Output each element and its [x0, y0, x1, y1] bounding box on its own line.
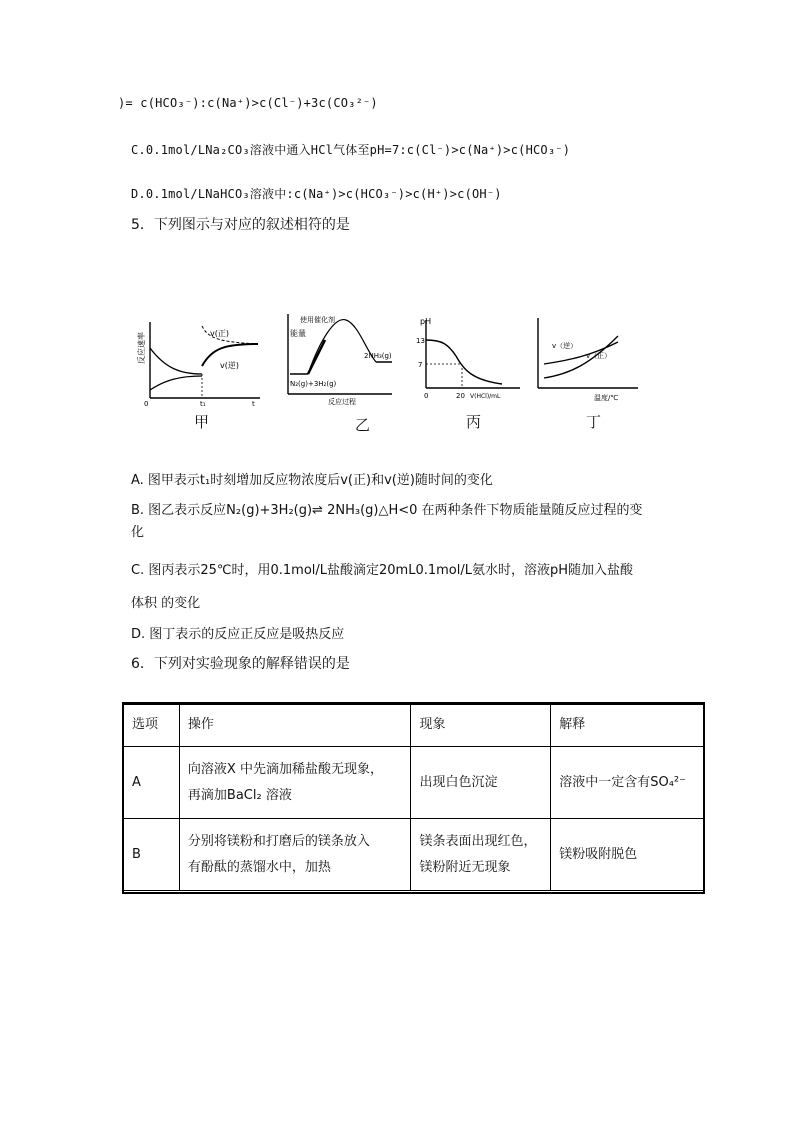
header-explanation: 解释: [551, 704, 705, 747]
yi-products: 2NH₃(g): [364, 352, 392, 360]
operation-line: 分别将镁粉和打磨后的镁条放入: [187, 833, 370, 849]
row-option: B: [124, 819, 180, 891]
yi-reactants: N₂(g)+3H₂(g): [290, 380, 337, 388]
jia-origin: 0: [144, 400, 149, 408]
ding-v-zheng: v（正）: [586, 352, 612, 360]
figure-jia: [137, 318, 265, 410]
option-c-line2: 体积 的变化: [131, 596, 201, 611]
figure-bing: [412, 314, 524, 406]
option-a: A. 图甲表示t₁时刻增加反应物浓度后v(正)和v(逆)随时间的变化: [131, 473, 493, 488]
bing-y7: 7: [418, 361, 423, 369]
figure-yi: [280, 310, 398, 406]
caption-jia: 甲: [194, 413, 210, 431]
yi-note: 使用催化剂: [300, 316, 335, 324]
option-b-line1: B. 图乙表示反应N₂(g)+3H₂(g)⇌ 2NH₃(g)△H<0 在两种条件下物质能量随反应过程的变: [131, 503, 643, 518]
row-phenomenon: [411, 819, 551, 891]
bing-xlabel: V(HCl)/mL: [470, 393, 501, 400]
option-d-prev: D.0.1mol/LNaHCO₃溶液中:c(Na⁺)>c(HCO₃⁻)>c(H⁺)>c(OH⁻): [131, 187, 502, 201]
ding-xlabel: 温度/℃: [594, 394, 619, 402]
jia-t1: t₁: [200, 400, 206, 408]
jia-v-zheng: v(正): [210, 329, 229, 338]
experiment-table: [123, 703, 705, 891]
operation-line: 向溶液X 中先滴加稀盐酸无现象，: [187, 761, 383, 777]
ding-v-ni: v（逆）: [552, 342, 578, 350]
row-operation: [179, 747, 411, 819]
row-explanation: 溶液中一定含有SO₄²⁻: [551, 747, 705, 819]
operation-line: 有酚酞的蒸馏水中，加热: [187, 859, 331, 875]
phenomenon-line: 镁粉附近无现象: [419, 859, 511, 875]
header-phenomenon: 现象: [411, 704, 551, 747]
header-operation: 操作: [179, 704, 411, 747]
option-b-line2: 化: [131, 525, 145, 540]
operation-line: 再滴加BaCl₂ 溶液: [187, 787, 292, 803]
option-c-line1: C. 图丙表示25℃时，用0.1mol/L盐酸滴定20mL0.1mol/L氨水时，溶液pH随加入盐酸: [131, 563, 634, 578]
jia-t: t: [252, 400, 255, 408]
table-row: [124, 747, 705, 819]
jia-v-ni: v(逆): [220, 361, 239, 370]
figure-ding: [530, 314, 642, 406]
yi-xlabel: 反应过程: [328, 398, 356, 406]
bing-x20: 20: [456, 392, 465, 400]
bing-ylabel: pH: [420, 317, 432, 326]
bing-y13: 13: [416, 337, 425, 345]
header-option: 选项: [124, 704, 180, 747]
bing-x0: 0: [424, 392, 429, 400]
row-explanation: 镁粉吸附脱色: [551, 819, 705, 891]
table-row: [124, 819, 705, 891]
caption-bing: 丙: [466, 413, 482, 431]
caption-yi: 乙: [355, 416, 371, 434]
line-1: )= c(HCO₃⁻):c(Na⁺)>c(Cl⁻)+3c(CO₃²⁻): [118, 96, 378, 110]
option-d: D. 图丁表示的反应正反应是吸热反应: [131, 627, 345, 642]
jia-ylabel: 反应速率: [137, 332, 146, 364]
row-option: A: [124, 747, 180, 819]
row-operation: [179, 819, 411, 891]
caption-ding: 丁: [586, 413, 602, 431]
question-5-title: 5．下列图示与对应的叙述相符的是: [131, 217, 350, 233]
row-phenomenon: 出现白色沉淀: [411, 747, 551, 819]
phenomenon-line: 镁条表面出现红色，: [419, 833, 537, 849]
question-6-title: 6．下列对实验现象的解释错误的是: [131, 656, 350, 672]
yi-ylabel: 能量: [290, 329, 306, 338]
table-header-row: [124, 704, 705, 747]
option-c-prev: C.0.1mol/LNa₂CO₃溶液中通入HCl气体至pH=7:c(Cl⁻)>c(Na⁺)>c(HCO₃⁻): [131, 143, 571, 157]
